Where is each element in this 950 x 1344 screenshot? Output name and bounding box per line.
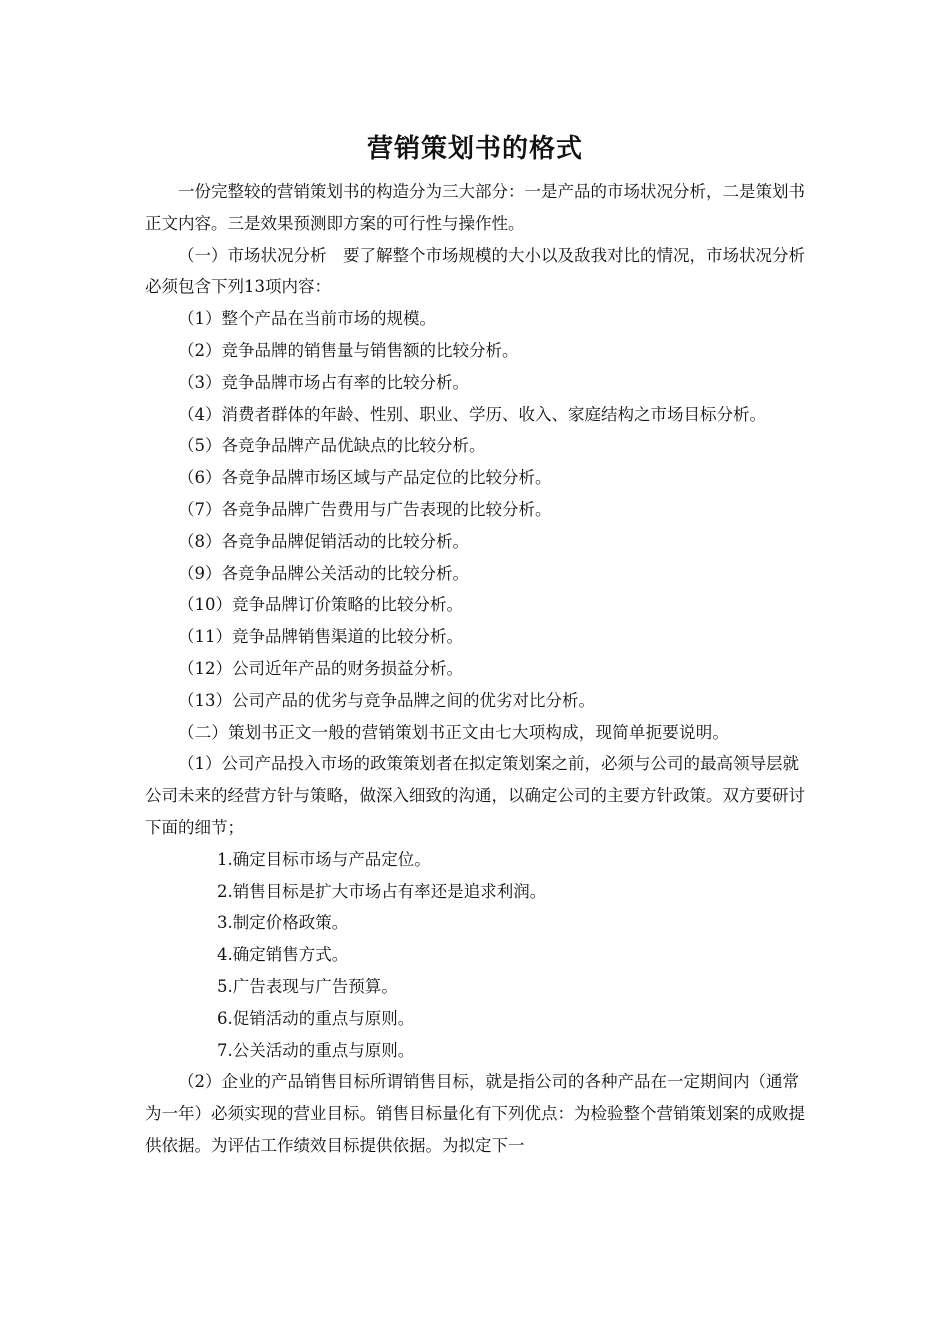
list-item: （11）竞争品牌销售渠道的比较分析。 — [178, 627, 463, 647]
document-body — [145, 176, 810, 1162]
list-item: （7）各竞争品牌广告费用与广告表现的比较分析。 — [178, 499, 552, 519]
sub-list-item: 2.销售目标是扩大市场占有率还是追求利润。 — [217, 881, 547, 901]
sub-list-item: 4.确定销售方式。 — [217, 945, 349, 965]
list-item: （3）竞争品牌市场占有率的比较分析。 — [178, 372, 469, 392]
list-item: （13）公司产品的优劣与竞争品牌之间的优劣对比分析。 — [178, 690, 595, 710]
page-title: 营销策划书的格式 — [366, 134, 583, 164]
list-item: （9）各竞争品牌公关活动的比较分析。 — [178, 563, 469, 583]
policy-paragraph: （1）公司产品投入市场的政策策划者在拟定策划案之前，必须与公司的最高领导层就公司未来的经营方针与策略，做深入细致的沟通，以确定公司的主要方针政策。双方要研讨下面的细节； — [145, 754, 805, 837]
section-one-heading: （一）市场状况分析 要了解整个市场规模的大小以及敌我对比的情况，市场状况分析必须包含下列13项内容： — [145, 245, 805, 297]
list-item: （5）各竞争品牌产品优缺点的比较分析。 — [178, 436, 486, 456]
sub-list-item: 5.广告表现与广告预算。 — [217, 976, 398, 996]
list-item: （10）竞争品牌订价策略的比较分析。 — [178, 595, 463, 615]
section-two-heading: （二）策划书正文一般的营销策划书正文由七大项构成，现简单扼要说明。 — [178, 722, 730, 742]
intro-paragraph: 一份完整较的营销策划书的构造分为三大部分：一是产品的市场状况分析，二是策划书正文内容。三是效果预测即方案的可行性与操作性。 — [145, 182, 805, 233]
sub-list-item: 1.确定目标市场与产品定位。 — [217, 849, 431, 869]
sub-list-item: 6.促销活动的重点与原则。 — [217, 1008, 415, 1028]
list-item: （4）消费者群体的年龄、性别、职业、学历、收入、家庭结构之市场目标分析。 — [178, 404, 766, 424]
list-item: （1）整个产品在当前市场的规模。 — [178, 309, 436, 329]
list-item: （2）竞争品牌的销售量与销售额的比较分析。 — [178, 340, 519, 360]
list-item: （12）公司近年产品的财务损益分析。 — [178, 658, 463, 678]
list-item: （8）各竞争品牌促销活动的比较分析。 — [178, 531, 469, 551]
list-item: （6）各竞争品牌市场区域与产品定位的比较分析。 — [178, 468, 552, 488]
sub-list-item: 7.公关活动的重点与原则。 — [217, 1040, 415, 1060]
sub-list-item: 3.制定价格政策。 — [217, 913, 349, 933]
sales-target-paragraph: （2）企业的产品销售目标所谓销售目标，就是指公司的各种产品在一定期间内（通常为一年）必须实现的营业目标。销售目标量化有下列优点：为检验整个营销策划案的成败提供依据。为评估工作绩效目标提供依据。为拟定下一 — [145, 1072, 805, 1155]
